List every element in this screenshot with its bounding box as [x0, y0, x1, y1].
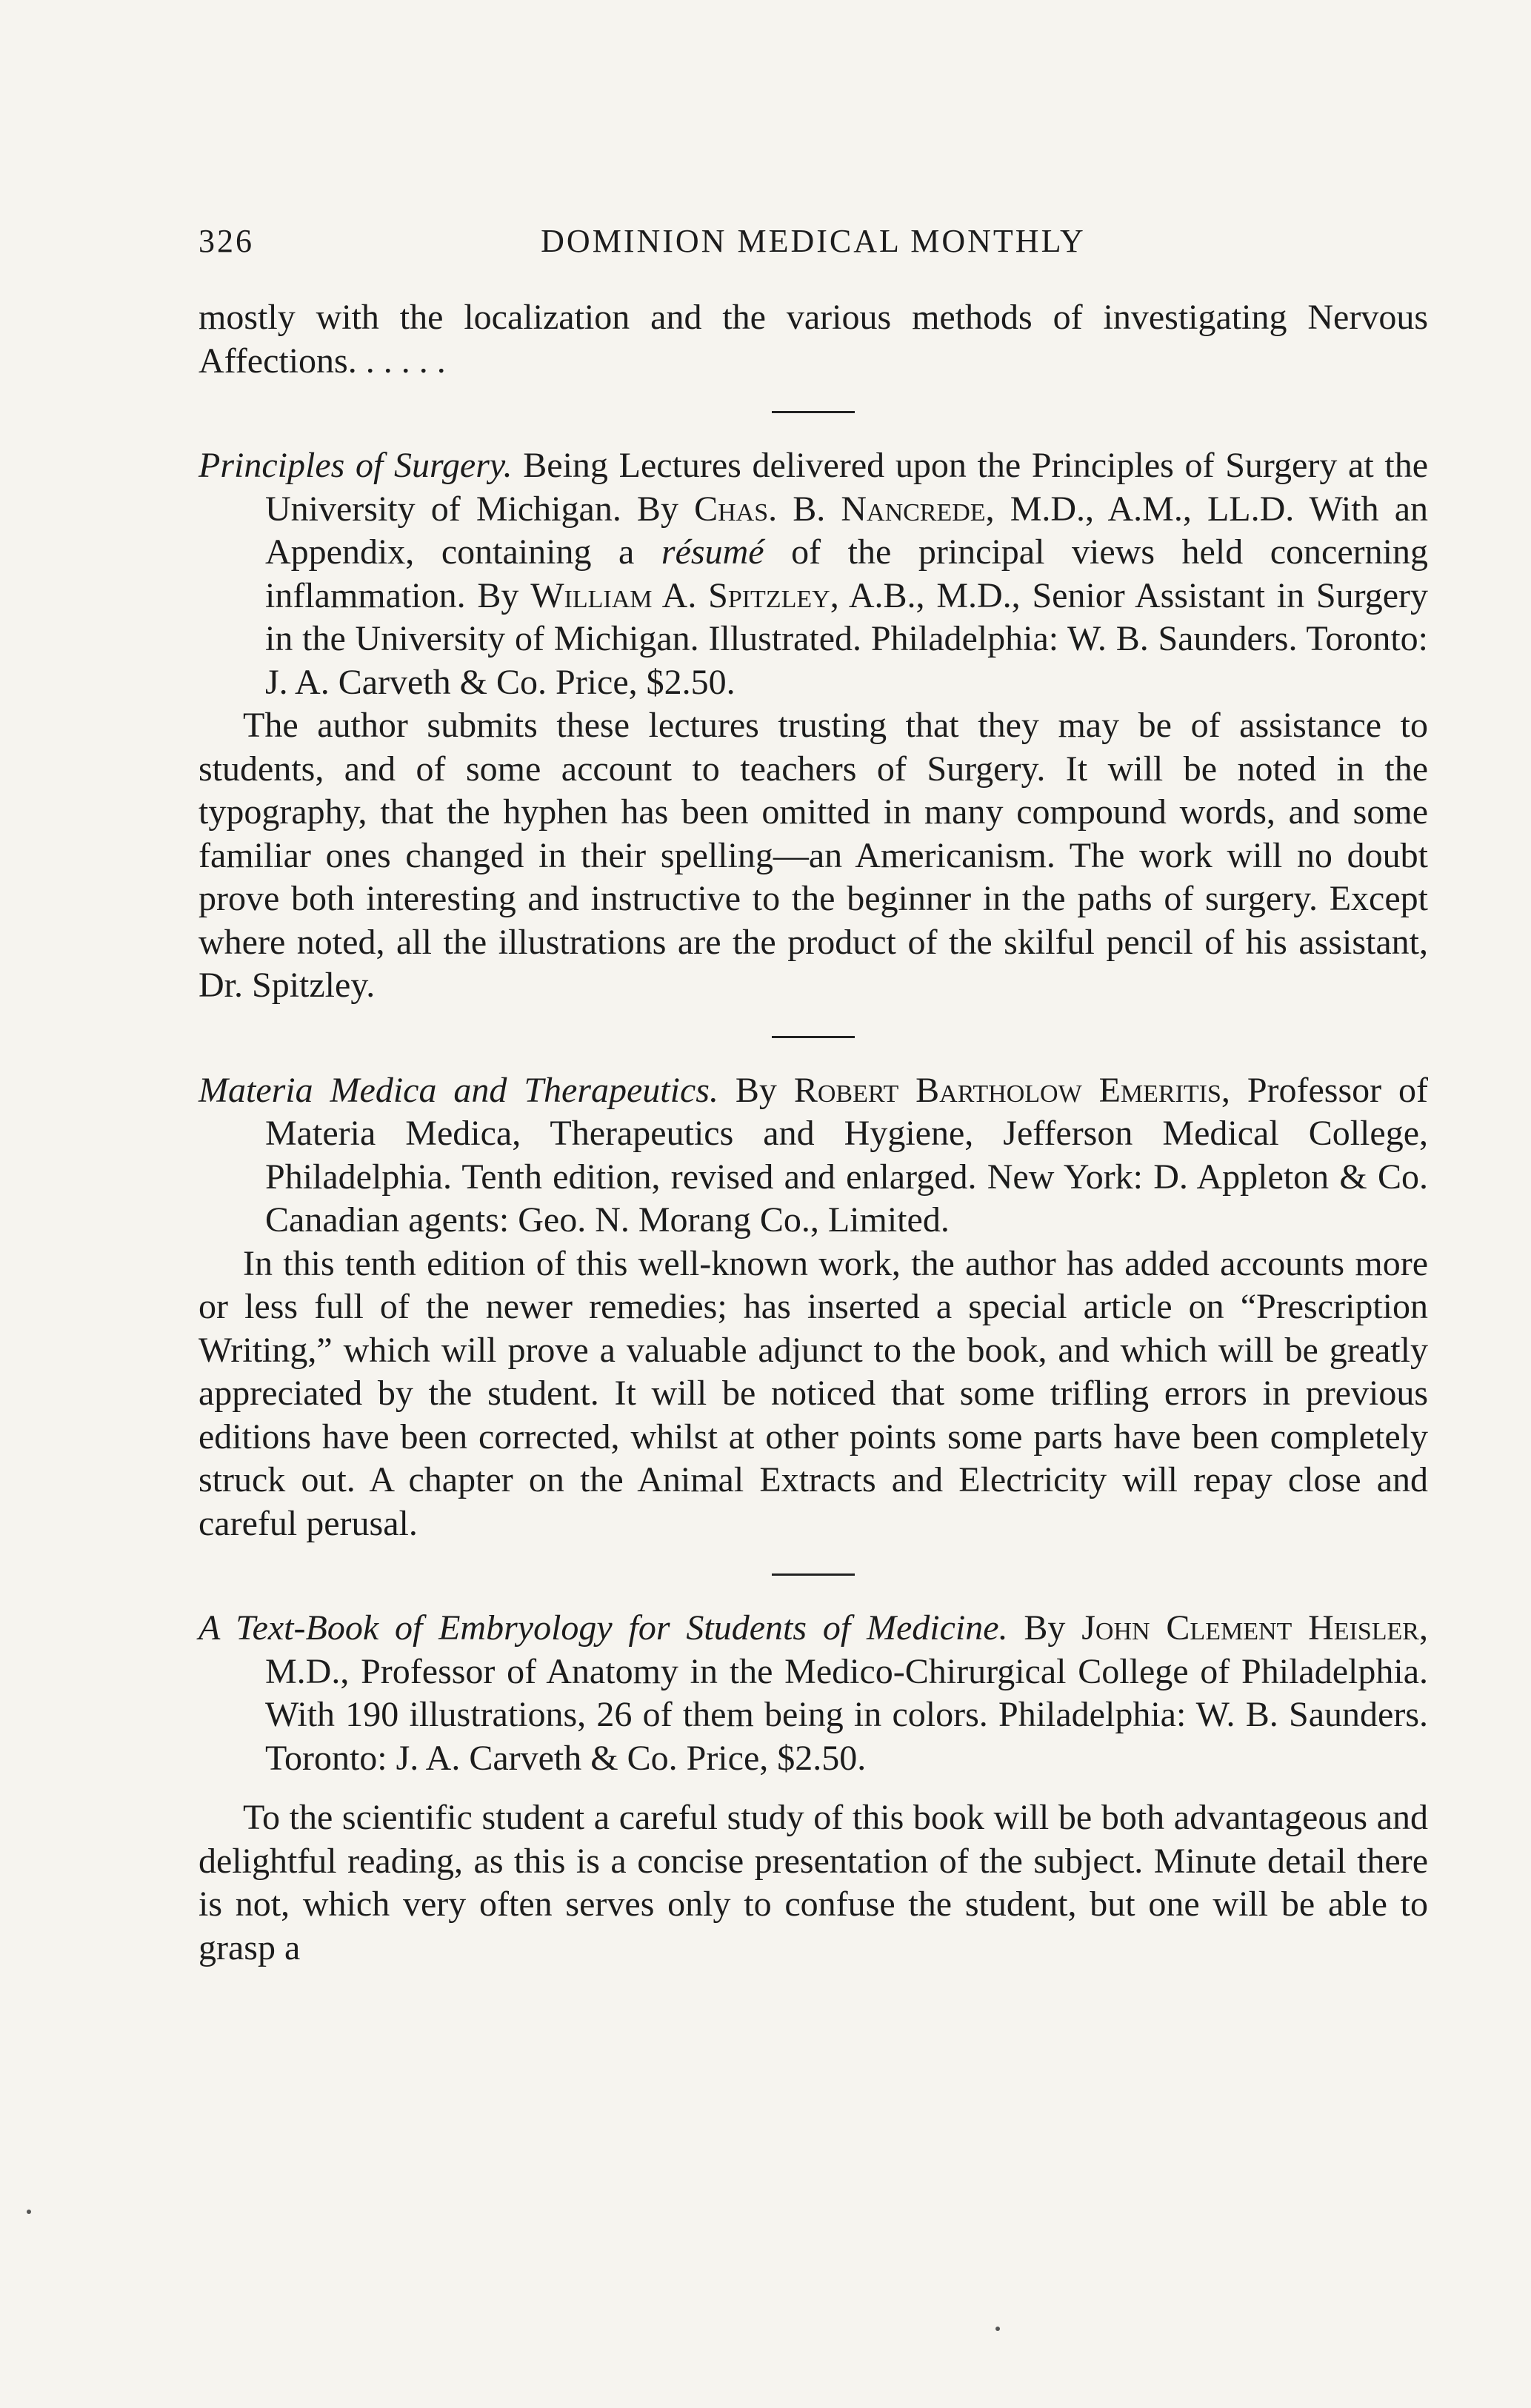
page	[199, 222, 1428, 1970]
book-title: Materia Medica and Therapeutics.	[199, 1070, 718, 1110]
book-title: Principles of Surgery.	[199, 446, 513, 485]
resume-word: résumé	[661, 532, 764, 572]
author-name: John Clement Heisler	[1081, 1608, 1419, 1648]
section-divider	[772, 411, 855, 413]
running-head	[199, 222, 1428, 267]
citation-text: , A.B., M.D., Senior Assistant in Surgery in the University of Michigan. Illustrated. Philadelphia: W. B. Saunders. Toronto: J. A. Carveth & Co. Price, $2.50.	[265, 575, 1429, 702]
author-name: Robert Bartholow Emeritis	[793, 1070, 1221, 1110]
book-title: A Text-Book of Embryology for Students of Medicine.	[199, 1608, 1008, 1648]
review-text: In this tenth edition of this well-known work, the author has added accounts more or less full of the newer remedies; has inserted a special article on “Prescription Writing,” which will prove a valuable adjunct to the book, and which will be greatly appreciated by the student. It will be noticed that some trifling errors in previous editions have been corrected, whilst at other points some parts have been completely struck out. A chapter on the Animal Extracts and Electricity will repay close and careful perusal.	[199, 1243, 1428, 1543]
section-divider	[772, 1036, 855, 1038]
citation-text: By	[718, 1070, 794, 1110]
citation-text: of the principal views held concerning inflammation. By	[265, 532, 1428, 615]
journal-title: DOMINION MEDICAL MONTHLY	[541, 223, 1086, 259]
book-citation	[199, 1607, 1428, 1780]
citation-text: , M.D., Professor of Anatomy in the Medico-Chirurgical College of Philadelphia. With 190 illustrations, 26 of them being in colors. Philadelphia: W. B. Saunders. Toronto: J. A. Carveth & Co. Price, $2.50.	[265, 1608, 1428, 1778]
section-divider	[772, 1573, 855, 1576]
author-name: William A. Spitzley	[530, 575, 830, 615]
book-citation	[199, 1069, 1428, 1243]
book-citation	[199, 444, 1428, 704]
print-speck	[27, 2210, 31, 2214]
review-text: The author submits these lectures trusting that they may be of assistance to students, and of some account to teachers of Surgery. It will be noted in the typography, that the hyphen has been omitted in many compound words, and some familiar ones changed in their spelling—an Americanism. The work will no doubt prove both interesting and instructive to the beginner in the paths of surgery. Except where noted, all the illustrations are the product of the skilful pencil of his assistant, Dr. Spitzley.	[199, 706, 1428, 1005]
book-review	[199, 444, 1428, 1008]
print-speck	[995, 2327, 1000, 2331]
citation-text: , Professor of Materia Medica, Therapeutics and Hygiene, Jefferson Medical College, Philadelphia. Tenth edition, revised and enlarged. New York: D. Appleton & Co. Canadian agents: Geo. N. Morang Co., Limited.	[265, 1070, 1429, 1240]
citation-text: , M.D., A.M., LL.D. With an Appendix, containing a	[265, 489, 1428, 572]
author-name: Chas. B. Nancrede	[694, 489, 986, 529]
page-number: 326	[199, 223, 254, 259]
citation-text: Being Lectures delivered upon the Principles of Surgery at the University of Michigan. By	[265, 446, 1429, 529]
review-text: To the scientific student a careful study of this book will be both advantageous and delightful reading, as this is a concise presentation of the subject. Minute detail there is not, which very often serves only to confuse the student, but one will be able to grasp a	[199, 1798, 1428, 1967]
book-review	[199, 1607, 1428, 1970]
continued-paragraph: mostly with the localization and the various methods of investigating Nervous Affections. . . . . .	[199, 298, 1428, 381]
book-review	[199, 1069, 1428, 1546]
citation-text: By	[1007, 1608, 1082, 1648]
